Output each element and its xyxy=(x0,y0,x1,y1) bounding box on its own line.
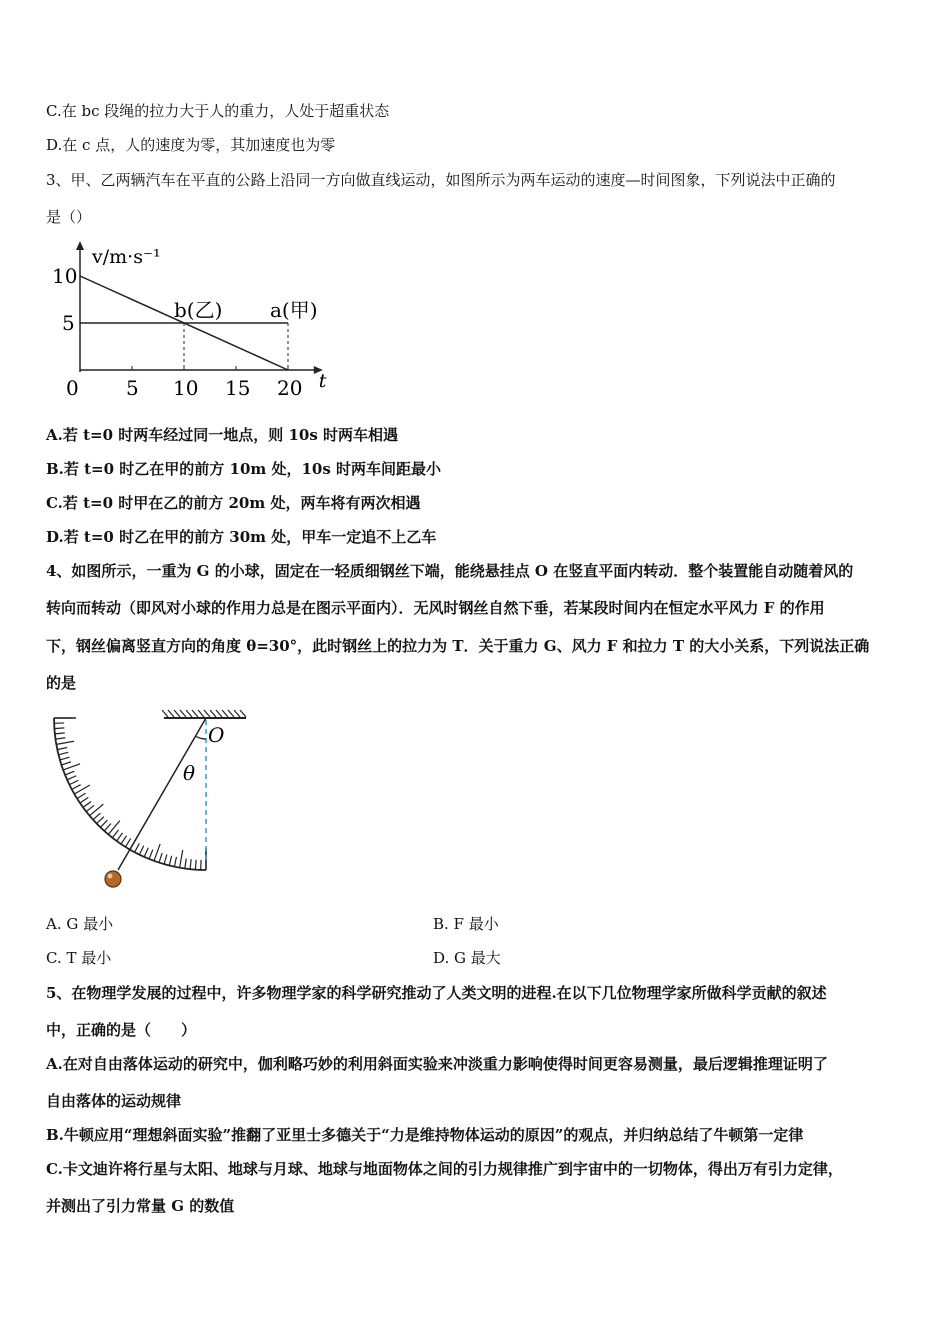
scale-tick xyxy=(77,793,85,798)
x-tick-label: 5 xyxy=(126,376,139,400)
hatch-mark xyxy=(216,710,222,717)
steel-wire xyxy=(118,718,206,870)
angle-arc xyxy=(196,736,207,739)
scale-tick xyxy=(139,846,143,855)
scale-tick xyxy=(112,830,118,838)
q5-option-a-line2: 自由落体的运动规律 xyxy=(46,1092,182,1110)
x-tick-label: 10 xyxy=(173,376,199,400)
scale-tick xyxy=(97,817,104,824)
q4-stem-line1: 4、如图所示，一重为 G 的小球，固定在一轻质细钢丝下端，能绕悬挂点 O 在竖直平面内转动．整个装置能自动随着风的 xyxy=(46,562,854,580)
y-tick-label: 10 xyxy=(52,264,78,288)
scale-tick xyxy=(90,804,104,816)
q4-option-c: C. T 最小 xyxy=(46,949,112,967)
q3-stem-line2: 是（） xyxy=(46,208,92,226)
q3-option-d: D.若 t=0 时乙在甲的前方 30m 处，甲车一定追不上乙车 xyxy=(46,528,437,546)
velocity-time-chart xyxy=(40,235,340,410)
angle-label-theta: θ xyxy=(183,761,196,785)
y-tick-label: 5 xyxy=(62,311,75,335)
q4-option-d: D. G 最大 xyxy=(433,949,501,967)
scale-tick xyxy=(60,757,70,760)
hatch-mark xyxy=(222,710,228,717)
q5-option-c-line2: 并测出了引力常量 G 的数值 xyxy=(46,1197,235,1215)
scale-tick xyxy=(144,848,148,857)
scale-tick xyxy=(100,820,107,827)
q2-option-d: D.在 c 点，人的速度为零，其加速度也为零 xyxy=(46,136,336,154)
scale-tick xyxy=(164,854,167,864)
scale-tick xyxy=(61,762,71,765)
q3-option-a: A.若 t=0 时两车经过同一地点，则 10s 时两车相遇 xyxy=(46,426,399,444)
hatch-mark xyxy=(186,710,192,717)
hatch-mark xyxy=(240,710,246,717)
hatch-mark xyxy=(192,710,198,717)
q5-stem-line2: 中，正确的是（ ） xyxy=(46,1021,197,1039)
scale-tick xyxy=(83,801,91,807)
pendulum-figure xyxy=(40,700,260,900)
scale-tick xyxy=(174,857,176,867)
q4-stem-line3: 下，钢丝偏离竖直方向的角度 θ=30°，此时钢丝上的拉力为 T．关于重力 G、风力 F 和拉力 T 的大小关系，下列说法正确 xyxy=(46,637,870,655)
scale-tick xyxy=(180,850,183,868)
q5-option-a-line1: A.在对自由落体运动的研究中，伽利略巧妙的利用斜面实验来冲淡重力影响使得时间更容易测量，最后逻辑推理证明了 xyxy=(46,1055,828,1073)
scale-tick xyxy=(54,728,64,729)
scale-tick xyxy=(125,838,130,846)
q2-option-c: C.在 bc 段绳的拉力大于人的重力，人处于超重状态 xyxy=(46,102,390,120)
scale-arc xyxy=(54,718,206,870)
q4-stem-line4: 的是 xyxy=(46,674,77,692)
scale-tick xyxy=(65,771,74,775)
scale-tick xyxy=(104,824,111,831)
hatch-mark xyxy=(174,710,180,717)
scale-tick xyxy=(69,780,78,784)
q3-stem-line1: 3、甲、乙两辆汽车在平直的公路上沿同一方向做直线运动，如图所示为两车运动的速度—时间图象，下列说法中正确的 xyxy=(46,171,836,189)
hatch-mark xyxy=(198,710,204,717)
x-tick-label: 20 xyxy=(277,376,303,400)
scale-tick xyxy=(59,752,69,754)
y-axis-label: v/m·s⁻¹ xyxy=(92,246,161,268)
scale-tick xyxy=(93,813,100,820)
q3-option-c: C.若 t=0 时甲在乙的前方 20m 处，两车将有两次相遇 xyxy=(46,494,421,512)
x-axis-label: t xyxy=(318,370,327,392)
scale-tick xyxy=(57,748,67,750)
scale-tick xyxy=(169,856,171,866)
scale-tick xyxy=(159,853,162,863)
hatch-mark xyxy=(162,710,168,717)
scale-tick xyxy=(86,805,94,811)
scale-tick xyxy=(55,733,65,734)
q3-option-b: B.若 t=0 时乙在甲的前方 10m 处，10s 时两车间距最小 xyxy=(46,460,442,478)
q5-option-c-line1: C.卡文迪许将行星与太阳、地球与月球、地球与地面物体之间的引力规律推广到宇宙中的一切物体，得出万有引力定律， xyxy=(46,1160,843,1178)
scale-tick xyxy=(63,764,80,770)
scale-tick xyxy=(149,850,153,859)
scale-tick xyxy=(56,741,74,744)
q4-option-b: B. F 最小 xyxy=(433,915,499,933)
q4-stem-line2: 转向而转动（即风对小球的作用力总是在图示平面内）．无风时钢丝自然下垂，若某段时间内在恒定水平风力 F 的作用 xyxy=(46,599,825,617)
q5-option-b: B.牛顿应用“理想斜面实验”推翻了亚里士多德关于“力是维持物体运动的原因”的观点，并归纳总结了牛顿第一定律 xyxy=(46,1126,804,1144)
protractor-scale xyxy=(54,718,206,870)
x-tick-label: 15 xyxy=(225,376,251,400)
ceiling xyxy=(162,710,246,718)
hatch-mark xyxy=(234,710,240,717)
hatch-mark xyxy=(228,710,234,717)
hatch-mark xyxy=(210,710,216,717)
scale-tick xyxy=(195,860,196,870)
q5-stem-line1: 5、在物理学发展的过程中，许多物理学家的科学研究推动了人类文明的进程.在以下几位物理学家所做科学贡献的叙述 xyxy=(46,984,827,1002)
scale-tick xyxy=(108,821,120,835)
scale-tick xyxy=(185,859,186,869)
scale-tick xyxy=(72,785,81,790)
x-tick-label: 0 xyxy=(66,376,79,400)
scale-tick xyxy=(135,843,140,852)
annotation-b-yi: b(乙) xyxy=(174,298,223,322)
scale-tick xyxy=(55,738,65,739)
scale-tick xyxy=(121,836,127,844)
scale-tick xyxy=(117,833,123,841)
ball xyxy=(105,871,121,887)
pivot-label-o: O xyxy=(208,723,225,747)
q4-option-a: A. G 最小 xyxy=(46,915,114,933)
hatch-mark xyxy=(204,710,210,717)
hatch-mark xyxy=(180,710,186,717)
hatch-mark xyxy=(168,710,174,717)
y-axis-arrow xyxy=(76,241,84,250)
scale-tick xyxy=(67,776,76,780)
annotation-a-jia: a(甲) xyxy=(270,298,318,322)
scale-tick xyxy=(190,859,191,869)
scale-tick xyxy=(80,797,88,803)
scale-tick xyxy=(154,844,160,861)
